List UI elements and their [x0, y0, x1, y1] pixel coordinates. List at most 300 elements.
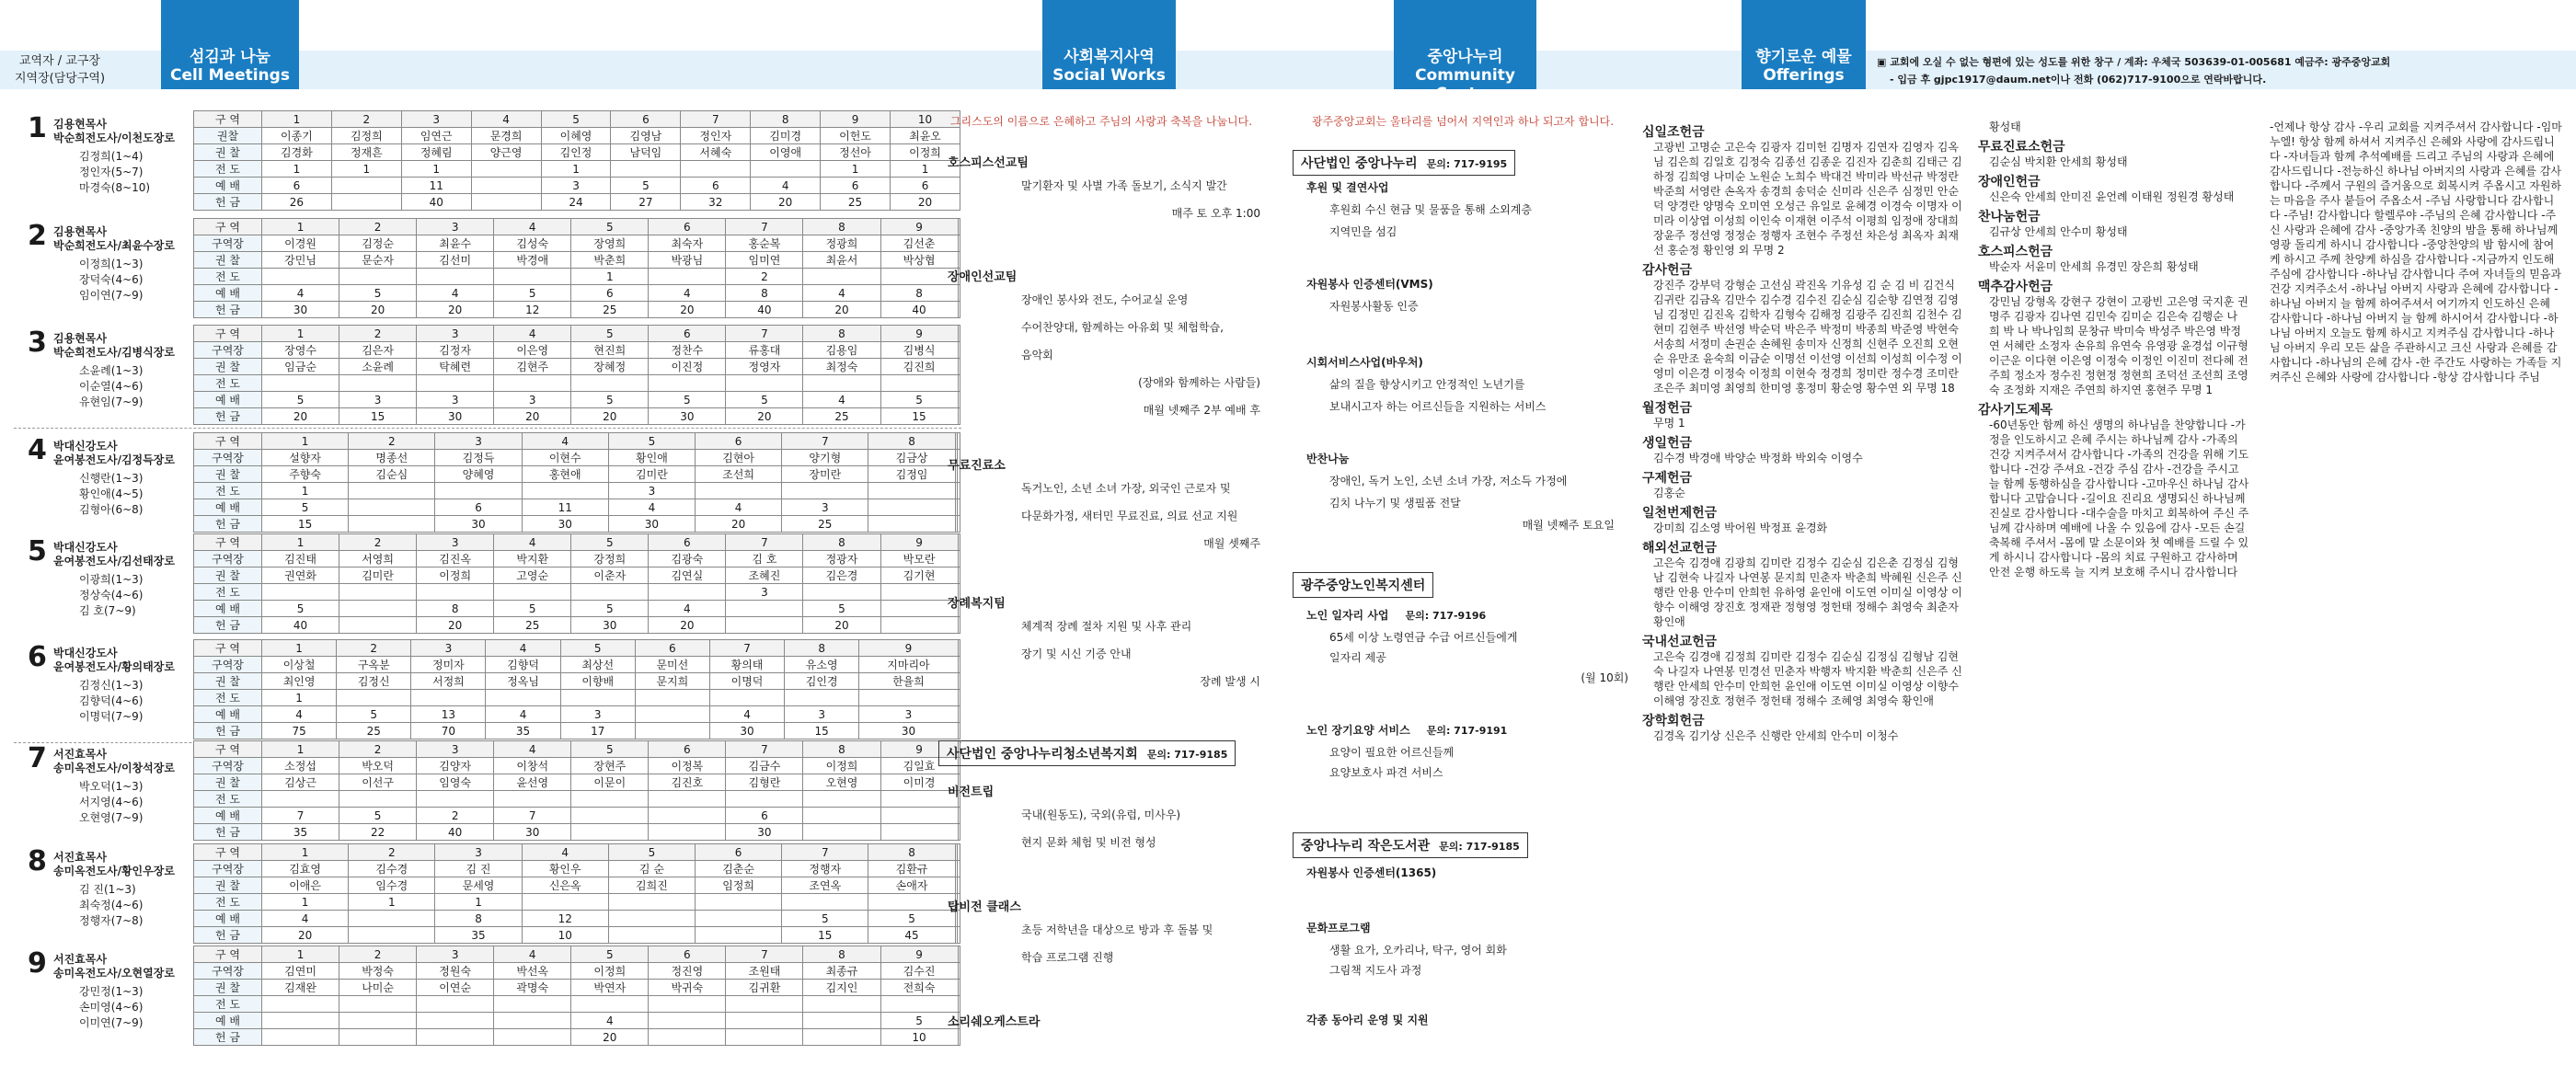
table-cell: 김진옥 [417, 551, 494, 567]
table-cell: 20 [803, 302, 880, 318]
table-cell: 4 [608, 499, 695, 516]
cell-elder: 송미옥전도사 [53, 865, 118, 877]
table-cell: 김인정 [541, 144, 611, 161]
row-header: 예 배 [194, 178, 262, 194]
table-cell: 9 [859, 640, 958, 657]
table-cell [649, 808, 726, 824]
table-cell: 5 [608, 844, 695, 861]
table-row [194, 466, 960, 483]
table-cell: 김지인 [803, 980, 880, 996]
offering-category-names: 고광빈 고명순 고은숙 김광자 김미헌 김명자 김연자 김영자 김옥님 김은희 김일호 김정숙 김종선 김종운 김진자 김춘희 김태근 김하정 김희영 나미순 노원순 노희수 박대건 박미라 박선규 박정란 박준희 서영란 손옥자 송경희 송덕순 신미라 신은주 심정민 안순덕 양경란 양명숙 오미연 오성근 유일로 윤혜경 이경숙 이명자 이미라 이상엽 이성희 이인숙 이재현 이주석 이평희 임정애 장대희 장윤주 정선영 정정순 정행자 조현수 주정선 차은성 최옥자 최재선 홍순정 황인영 외 무명 2 [1653, 141, 1962, 257]
table-row [194, 252, 960, 269]
table-cell: 이종기 [262, 128, 332, 144]
table-cell [471, 194, 541, 211]
table-cell [868, 483, 955, 499]
table-cell: 정광자 [803, 551, 880, 567]
table-cell: 4 [494, 326, 571, 342]
cell-member: 소윤례(1~3) [79, 364, 144, 377]
offering-category-names: 김홍순 [1653, 487, 1685, 499]
table-cell: 김정자 [417, 342, 494, 359]
table-cell: 김영남 [611, 128, 681, 144]
table-cell: 35 [262, 824, 339, 841]
tab-social-works [1042, 0, 1176, 89]
senior-center-box [1293, 572, 1433, 598]
table-cell: 정인자 [681, 128, 751, 144]
table-cell: 지마리아 [859, 657, 958, 673]
cell-table [193, 110, 960, 211]
table-cell: 8 [803, 946, 880, 963]
table-cell [726, 791, 803, 808]
table-cell: 3 [401, 111, 471, 128]
table-cell: 5 [611, 178, 681, 194]
table-cell: 2 [417, 808, 494, 824]
table-cell [880, 601, 958, 617]
table-cell: 6 [649, 219, 726, 235]
social-item-line: 장애인 봉사와 전도, 수어교실 운영 [1021, 293, 1189, 306]
table-cell [803, 1029, 880, 1046]
cell-member: 임이연(7~9) [79, 289, 144, 302]
table-cell: 1 [331, 161, 401, 178]
table-cell: 김 진 [435, 861, 522, 877]
table-cell: 9 [880, 741, 958, 758]
table-cell: 이애은 [262, 877, 349, 894]
community-item-line: 요양보호사 파견 서비스 [1329, 766, 1443, 779]
table-cell: 정옥님 [486, 673, 560, 690]
community-item-line: 보내시고자 하는 어르신들을 지원하는 서비스 [1329, 400, 1547, 413]
table-cell [262, 996, 339, 1013]
table-cell: 1 [262, 946, 339, 963]
table-cell: 최종규 [803, 963, 880, 980]
table-cell: 최인영 [262, 673, 337, 690]
row-header: 예 배 [194, 499, 262, 516]
table-cell: 김재완 [262, 980, 339, 996]
community-item-title [1306, 607, 1486, 623]
table-cell [958, 433, 960, 450]
table-cell [411, 690, 486, 706]
table-cell [494, 375, 571, 392]
table-cell: 17 [560, 723, 635, 739]
offering-notice-line2: - 입금 후 gjpc1917@daum.net이나 전화 (062)717-9100으로 연락바랍니다. [1890, 74, 2267, 86]
table-cell [262, 269, 339, 285]
table-cell: 박광님 [649, 252, 726, 269]
cell-member: 유현임(7~9) [79, 395, 144, 408]
table-cell: 권연화 [262, 567, 339, 584]
table-cell: 7 [681, 111, 751, 128]
table-cell: 정진영 [649, 963, 726, 980]
cell-district: /이천도장로 [117, 132, 175, 144]
table-row [194, 690, 960, 706]
table-cell: 서정희 [411, 673, 486, 690]
table-cell [649, 269, 726, 285]
table-cell: 4 [494, 219, 571, 235]
table-cell: 20 [649, 617, 726, 634]
cell-member: 김 진(1~3) [79, 883, 136, 896]
offering-category-title: 생일헌금 [1642, 436, 1693, 451]
table-cell: 탁혜련 [417, 359, 494, 375]
table-cell: 1 [541, 161, 611, 178]
table-cell: 김연실 [649, 567, 726, 584]
table-cell: 1 [262, 894, 349, 911]
table-cell [958, 483, 960, 499]
table-cell [958, 285, 960, 302]
table-cell: 최윤수 [417, 235, 494, 252]
table-cell: 20 [417, 617, 494, 634]
table-cell [522, 483, 608, 499]
table-cell: 나미순 [339, 980, 417, 996]
table-cell: 6 [571, 285, 649, 302]
table-cell [571, 584, 649, 601]
table-cell: 5 [726, 392, 803, 408]
table-cell: 15 [262, 516, 349, 533]
table-row [194, 1013, 960, 1029]
table-cell: 6 [696, 433, 782, 450]
social-item-line: 매월 셋째주 [1203, 537, 1260, 550]
table-cell: 8 [868, 433, 955, 450]
table-cell [880, 791, 958, 808]
table-cell [696, 894, 782, 911]
cell-group-number: 2 [28, 220, 47, 252]
row-header: 구 역 [194, 326, 262, 342]
table-cell: 2 [337, 640, 411, 657]
table-cell [262, 1029, 339, 1046]
table-cell: 이은영 [494, 342, 571, 359]
table-cell: 5 [262, 601, 339, 617]
table-cell: 김향덕 [486, 657, 560, 673]
social-item-title: 무료진료소 [948, 459, 1006, 473]
tab-community-center-en: Community Center [1415, 66, 1515, 103]
social-item-title: 호스피스선교팀 [948, 156, 1029, 170]
social-item-line: (장애와 함께하는 사람들) [1138, 376, 1260, 389]
table-cell: 45 [868, 927, 955, 944]
table-cell: 3 [417, 326, 494, 342]
table-cell [803, 269, 880, 285]
table-cell: 40 [726, 302, 803, 318]
table-cell [958, 534, 960, 551]
table-cell: 4 [522, 433, 608, 450]
table-row [194, 408, 960, 425]
table-cell [958, 408, 960, 425]
table-cell: 30 [494, 824, 571, 841]
table-cell: 7 [262, 808, 339, 824]
cell-group-number: 4 [28, 434, 47, 466]
table-cell: 4 [494, 741, 571, 758]
row-header: 헌 금 [194, 302, 262, 318]
table-cell [785, 690, 859, 706]
offering-category-title: 국내선교헌금 [1642, 635, 1718, 649]
table-cell: 신은옥 [522, 877, 608, 894]
row-header: 구 역 [194, 844, 262, 861]
table-cell: 명종선 [349, 450, 435, 466]
table-cell [958, 640, 960, 657]
table-cell [958, 844, 960, 861]
row-header: 권 찰 [194, 466, 262, 483]
offering-category-names: 황성태 [1989, 120, 2021, 133]
table-cell: 박연자 [571, 980, 649, 996]
table-cell: 황의태 [709, 657, 784, 673]
cell-member: 강민정(1~3) [79, 985, 144, 998]
table-cell: 7 [709, 640, 784, 657]
row-header: 전 도 [194, 584, 262, 601]
header-left-line2: 지역장(담당구역) [14, 72, 106, 86]
table-cell: 5 [803, 601, 880, 617]
table-cell [417, 996, 494, 1013]
table-cell: 3 [726, 584, 803, 601]
table-cell [751, 161, 821, 178]
social-item-line: 학습 프로그램 진행 [1021, 951, 1114, 964]
table-cell: 6 [891, 178, 960, 194]
social-item-title: 소리쉐오케스트라 [948, 1015, 1041, 1029]
table-cell: 오현영 [803, 774, 880, 791]
table-cell: 김선미 [417, 252, 494, 269]
table-cell: 최숙자 [649, 235, 726, 252]
cell-member: 마경숙(8~10) [79, 181, 151, 194]
cell-group-number: 9 [28, 947, 47, 980]
community-item-line: 매월 넷째주 토요일 [1522, 519, 1615, 532]
row-header: 구역장 [194, 657, 262, 673]
table-cell: 김은경 [803, 567, 880, 584]
table-row [194, 194, 960, 211]
social-item-line: 장례 발생 시 [1200, 675, 1260, 688]
table-cell: 5 [262, 392, 339, 408]
table-cell: 25 [821, 194, 891, 211]
table-cell: 7 [782, 433, 868, 450]
table-cell [958, 219, 960, 235]
community-item-title [1306, 722, 1507, 738]
row-header: 전 도 [194, 375, 262, 392]
library-phone: 문의: 717-9185 [1439, 841, 1520, 853]
table-cell: 김광숙 [649, 551, 726, 567]
table-row [194, 657, 960, 673]
table-cell: 6 [821, 178, 891, 194]
table-cell: 2 [349, 844, 435, 861]
cell-member: 이정희(1~3) [79, 258, 144, 270]
table-cell: 8 [803, 326, 880, 342]
table-cell: 5 [339, 285, 417, 302]
table-cell [262, 1013, 339, 1029]
table-cell: 13 [411, 706, 486, 723]
table-cell: 이선구 [339, 774, 417, 791]
table-cell [803, 996, 880, 1013]
table-cell [494, 1013, 571, 1029]
table-cell: 김상근 [262, 774, 339, 791]
table-cell: 4 [696, 499, 782, 516]
table-row [194, 927, 960, 944]
offering-category-title: 십일조헌금 [1642, 125, 1705, 140]
table-cell: 6 [635, 640, 709, 657]
row-header: 전 도 [194, 996, 262, 1013]
table-cell: 3 [435, 844, 522, 861]
table-cell: 15 [782, 927, 868, 944]
table-row [194, 551, 960, 567]
table-cell: 양혜영 [435, 466, 522, 483]
group-separator [14, 428, 961, 429]
table-row [194, 392, 960, 408]
table-row [194, 673, 960, 690]
community-item-line: 자원봉사활동 인증 [1329, 300, 1419, 313]
table-cell: 임정희 [696, 877, 782, 894]
table-cell [649, 996, 726, 1013]
table-cell [417, 1013, 494, 1029]
table-cell: 2 [339, 534, 417, 551]
table-cell: 5 [339, 808, 417, 824]
table-cell [494, 584, 571, 601]
table-cell: 2 [339, 741, 417, 758]
table-cell: 이명덕 [709, 673, 784, 690]
tab-community-center [1394, 0, 1536, 103]
table-cell [726, 617, 803, 634]
table-cell: 3 [785, 706, 859, 723]
row-header: 예 배 [194, 808, 262, 824]
row-header: 구 역 [194, 534, 262, 551]
table-cell: 이정희 [571, 963, 649, 980]
table-cell [331, 178, 401, 194]
table-cell: 김 호 [726, 551, 803, 567]
table-row [194, 285, 960, 302]
table-cell [880, 617, 958, 634]
table-row [194, 824, 960, 841]
table-cell: 박경애 [494, 252, 571, 269]
table-cell: 20 [571, 408, 649, 425]
cell-pastor: 박대신강도사 [53, 647, 118, 659]
table-cell [958, 996, 960, 1013]
table-cell: 김진호 [649, 774, 726, 791]
offering-notice-line1: ▣ 교회에 오실 수 없는 형편에 있는 성도를 위한 창구 / 계좌: 우체국 503639-01-005681 예금주: 광주중앙교회 [1877, 56, 2391, 68]
cell-elder: 윤여봉전도사 [53, 453, 118, 466]
table-cell: 4 [417, 285, 494, 302]
cell-table [193, 639, 960, 739]
table-cell: 김정득 [435, 450, 522, 466]
table-cell: 20 [726, 408, 803, 425]
row-header: 예 배 [194, 285, 262, 302]
cell-pastor: 김용현목사 [53, 225, 107, 238]
table-cell: 양근영 [471, 144, 541, 161]
offerings-column-1 [1642, 120, 1969, 743]
cell-member: 정상숙(4~6) [79, 589, 144, 602]
row-header: 예 배 [194, 706, 262, 723]
table-cell [880, 584, 958, 601]
table-cell: 5 [571, 534, 649, 551]
table-cell: 8 [803, 741, 880, 758]
table-cell [349, 927, 435, 944]
table-cell: 5 [571, 219, 649, 235]
row-header: 전 도 [194, 483, 262, 499]
table-cell: 이향배 [560, 673, 635, 690]
table-cell [868, 516, 955, 533]
row-header: 권 찰 [194, 673, 262, 690]
table-row [194, 946, 960, 963]
cell-member: 김형아(6~8) [79, 503, 144, 516]
row-header: 권찰 [194, 128, 262, 144]
table-cell: 40 [262, 617, 339, 634]
table-row [194, 144, 960, 161]
table-cell: 문세영 [435, 877, 522, 894]
table-cell: 황인우 [522, 861, 608, 877]
table-cell: 22 [339, 824, 417, 841]
table-cell: 조연옥 [782, 877, 868, 894]
table-cell [958, 551, 960, 567]
table-cell: 3 [339, 392, 417, 408]
table-cell [471, 178, 541, 194]
table-cell: 김순심 [349, 466, 435, 483]
table-cell [608, 927, 695, 944]
table-cell: 정영자 [726, 359, 803, 375]
table-cell: 30 [262, 302, 339, 318]
social-item-line: 다문화가정, 새터민 무료진료, 의료 선교 지원 [1021, 510, 1238, 522]
table-cell: 7 [726, 219, 803, 235]
table-row [194, 375, 960, 392]
community-item-line: 삶의 질을 향상시키고 안정적인 노년기를 [1329, 378, 1525, 391]
table-cell: 양기형 [782, 450, 868, 466]
community-item-title: 시회서비스사업(바우처) [1306, 356, 1423, 369]
table-cell: 3 [782, 499, 868, 516]
table-cell [349, 911, 435, 927]
table-cell: 7 [726, 741, 803, 758]
table-cell [958, 723, 960, 739]
table-cell: 2 [726, 269, 803, 285]
cell-member: 최숙정(4~6) [79, 899, 144, 911]
cell-pastor: 박대신강도사 [53, 440, 118, 453]
table-cell: 조혜진 [726, 567, 803, 584]
tab-cell-meetings-ko: 섬김과 나눔 [189, 48, 271, 66]
community-item-line: 김치 나누기 및 생필품 전달 [1329, 497, 1461, 510]
table-cell: 3 [608, 483, 695, 499]
offering-category-names: 무명 1 [1653, 417, 1685, 430]
table-cell [339, 791, 417, 808]
row-header: 구역장 [194, 551, 262, 567]
tab-offerings-ko: 향기로운 예물 [1755, 48, 1852, 66]
table-row [194, 617, 960, 634]
cell-pastor: 서진효목사 [53, 953, 107, 966]
row-header: 예 배 [194, 392, 262, 408]
cell-pastor: 서진효목사 [53, 748, 107, 761]
social-item-title: 비전트립 [948, 785, 995, 799]
cell-table [193, 843, 960, 944]
table-row [194, 1029, 960, 1046]
cell-table [193, 946, 960, 1046]
table-cell: 3 [859, 706, 958, 723]
row-header: 헌 금 [194, 408, 262, 425]
table-cell: 김춘순 [696, 861, 782, 877]
table-cell: 강민님 [262, 252, 339, 269]
table-cell [571, 808, 649, 824]
table-row [194, 601, 960, 617]
cell-group-number: 6 [28, 641, 47, 673]
row-header: 구 역 [194, 111, 262, 128]
table-cell: 8 [803, 534, 880, 551]
tab-cell-meetings-en: Cell Meetings [170, 66, 290, 85]
cell-member: 서지영(4~6) [79, 796, 144, 808]
row-header: 권 찰 [194, 980, 262, 996]
table-cell [571, 791, 649, 808]
table-cell: 15 [339, 408, 417, 425]
table-cell [417, 1029, 494, 1046]
table-cell: 70 [411, 723, 486, 739]
table-cell: 25 [494, 617, 571, 634]
table-cell: 4 [494, 534, 571, 551]
table-row [194, 128, 960, 144]
table-cell [339, 996, 417, 1013]
community-item-line: 생활 요가, 오카리나, 탁구, 영어 회화 [1329, 944, 1507, 957]
cell-pastor: 박대신강도사 [53, 541, 118, 554]
table-cell [417, 791, 494, 808]
table-cell: 1 [262, 483, 349, 499]
table-cell: 4 [803, 392, 880, 408]
social-item-line: 독거노인, 소년 소녀 가장, 외국인 근로자 및 [1021, 482, 1231, 495]
table-cell [435, 483, 522, 499]
cell-group-number: 3 [28, 327, 47, 359]
row-header: 전 도 [194, 690, 262, 706]
table-cell: 25 [337, 723, 411, 739]
